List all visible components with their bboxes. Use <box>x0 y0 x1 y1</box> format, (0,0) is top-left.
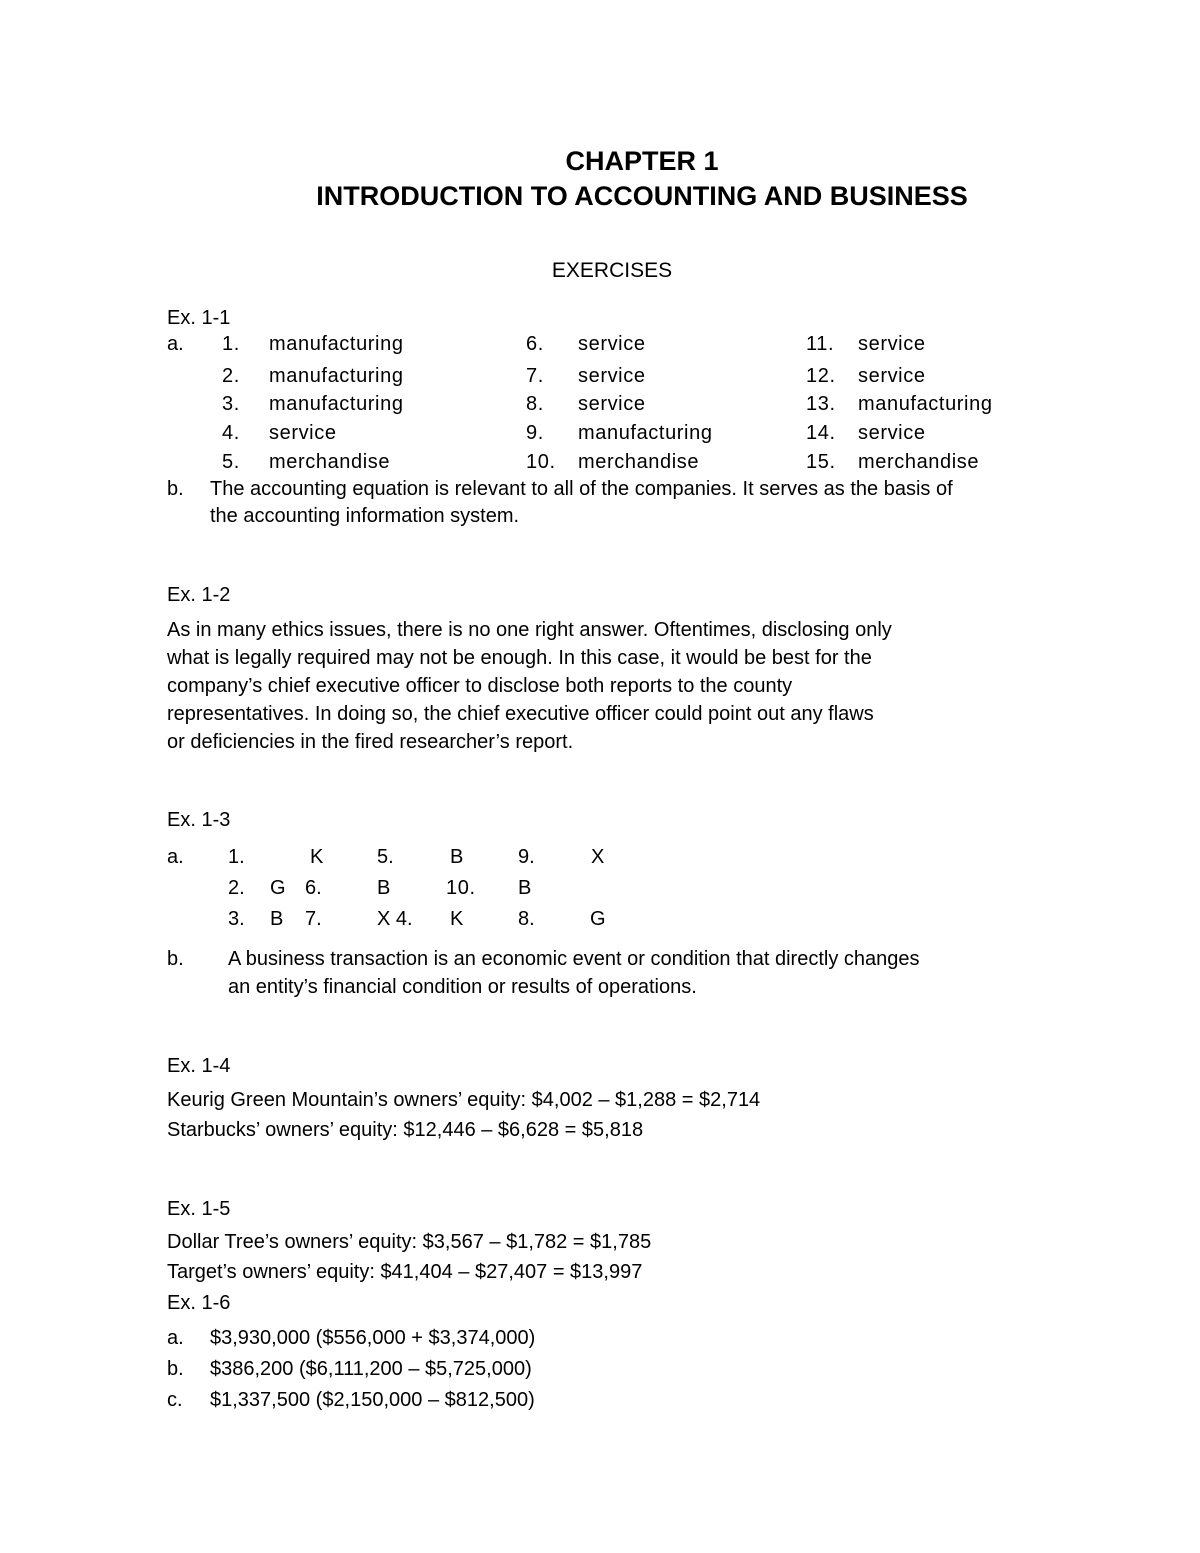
item-number: 6. <box>526 333 544 355</box>
item-type: service <box>578 333 646 355</box>
item-type: service <box>578 365 646 387</box>
item-type: manufacturing <box>269 365 404 387</box>
item-number: 7. <box>526 365 544 387</box>
ex-1-3-cell: 8. <box>518 908 535 930</box>
item-type: manufacturing <box>578 422 713 444</box>
item-type: service <box>858 333 926 355</box>
ex-1-3-cell: X 4. <box>377 908 413 930</box>
ex-1-3-answer-line: an entity’s financial condition or results of operations. <box>228 976 697 998</box>
ex-1-3-cell: 1. <box>228 846 245 868</box>
ex-1-3-cell: 2. <box>228 877 245 899</box>
chapter-heading: CHAPTER 1 <box>565 146 719 176</box>
item-type: merchandise <box>858 451 980 473</box>
ex-1-1-part-a: a. <box>167 333 184 355</box>
ex-1-3-cell: X <box>591 846 605 868</box>
ex-1-6-letter: a. <box>167 1327 184 1349</box>
ex-1-2-line: or deficiencies in the fired researcher’s report. <box>167 731 574 753</box>
item-type: service <box>578 393 646 415</box>
item-number: 15. <box>806 451 836 473</box>
ex-1-3-cell: B <box>450 846 464 868</box>
ex-1-3-cell: G <box>590 908 606 930</box>
ex-1-6-label: Ex. 1-6 <box>167 1292 231 1314</box>
ex-1-3-part-a: a. <box>167 846 184 868</box>
ex-1-6-letter: b. <box>167 1358 184 1380</box>
item-number: 11. <box>806 333 835 355</box>
item-number: 2. <box>222 365 240 387</box>
ex-1-6-answer: $1,337,500 ($2,150,000 – $812,500) <box>210 1389 535 1411</box>
item-type: manufacturing <box>269 393 404 415</box>
ex-1-4-line: Keurig Green Mountain’s owners’ equity: $4,002 – $1,288 = $2,714 <box>167 1089 761 1111</box>
item-number: 12. <box>806 365 836 387</box>
ex-1-2-line: As in many ethics issues, there is no one right answer. Oftentimes, disclosing only <box>167 619 892 641</box>
ex-1-3-answer-line: A business transaction is an economic event or condition that directly changes <box>228 948 920 970</box>
ex-1-2-line: what is legally required may not be enough. In this case, it would be best for the <box>167 647 872 669</box>
ex-1-6-answer: $3,930,000 ($556,000 + $3,374,000) <box>210 1327 536 1349</box>
item-type: service <box>858 422 926 444</box>
ex-1-2-line: company’s chief executive officer to disclose both reports to the county <box>167 675 793 697</box>
ex-1-5-label: Ex. 1-5 <box>167 1198 231 1220</box>
ex-1-1-answer-line: The accounting equation is relevant to all of the companies. It serves as the basis of <box>210 478 953 500</box>
item-type: merchandise <box>578 451 700 473</box>
chapter-title: INTRODUCTION TO ACCOUNTING AND BUSINESS <box>316 181 968 211</box>
item-number: 4. <box>222 422 240 444</box>
section-heading: EXERCISES <box>551 259 673 282</box>
item-number: 3. <box>222 393 240 415</box>
ex-1-3-cell: B <box>518 877 532 899</box>
item-type: service <box>858 365 926 387</box>
item-number: 10. <box>526 451 556 473</box>
ex-1-1-answer-line: the accounting information system. <box>210 505 520 527</box>
ex-1-1-part-b: b. <box>167 478 184 500</box>
item-number: 5. <box>222 451 240 473</box>
ex-1-3-cell: K <box>310 846 324 868</box>
item-type: manufacturing <box>269 333 404 355</box>
ex-1-3-cell: G <box>270 877 286 899</box>
ex-1-3-cell: 9. <box>518 846 535 868</box>
item-type: manufacturing <box>858 393 993 415</box>
ex-1-1-label: Ex. 1-1 <box>167 307 231 329</box>
item-number: 8. <box>526 393 544 415</box>
ex-1-2-line: representatives. In doing so, the chief executive officer could point out any flaws <box>167 703 874 725</box>
item-number: 9. <box>526 422 544 444</box>
ex-1-3-part-b: b. <box>167 948 184 970</box>
ex-1-3-cell: 6. <box>305 877 322 899</box>
ex-1-3-cell: 3. <box>228 908 245 930</box>
ex-1-2-label: Ex. 1-2 <box>167 584 231 606</box>
ex-1-3-label: Ex. 1-3 <box>167 809 231 831</box>
ex-1-4-line: Starbucks’ owners’ equity: $12,446 – $6,628 = $5,818 <box>167 1119 644 1141</box>
item-number: 14. <box>806 422 836 444</box>
item-number: 1. <box>222 333 240 355</box>
ex-1-3-cell: B <box>377 877 391 899</box>
ex-1-3-cell: K <box>450 908 464 930</box>
ex-1-6-letter: c. <box>167 1389 183 1411</box>
ex-1-3-cell: 10. <box>446 877 476 899</box>
item-type: merchandise <box>269 451 391 473</box>
ex-1-5-line: Dollar Tree’s owners’ equity: $3,567 – $1,782 = $1,785 <box>167 1231 652 1253</box>
item-number: 13. <box>806 393 836 415</box>
ex-1-4-label: Ex. 1-4 <box>167 1055 231 1077</box>
ex-1-3-cell: 5. <box>377 846 394 868</box>
ex-1-5-line: Target’s owners’ equity: $41,404 – $27,407 = $13,997 <box>167 1261 643 1283</box>
ex-1-6-answer: $386,200 ($6,111,200 – $5,725,000) <box>210 1358 532 1380</box>
item-type: service <box>269 422 337 444</box>
ex-1-3-cell: 7. <box>305 908 322 930</box>
ex-1-3-cell: B <box>270 908 284 930</box>
